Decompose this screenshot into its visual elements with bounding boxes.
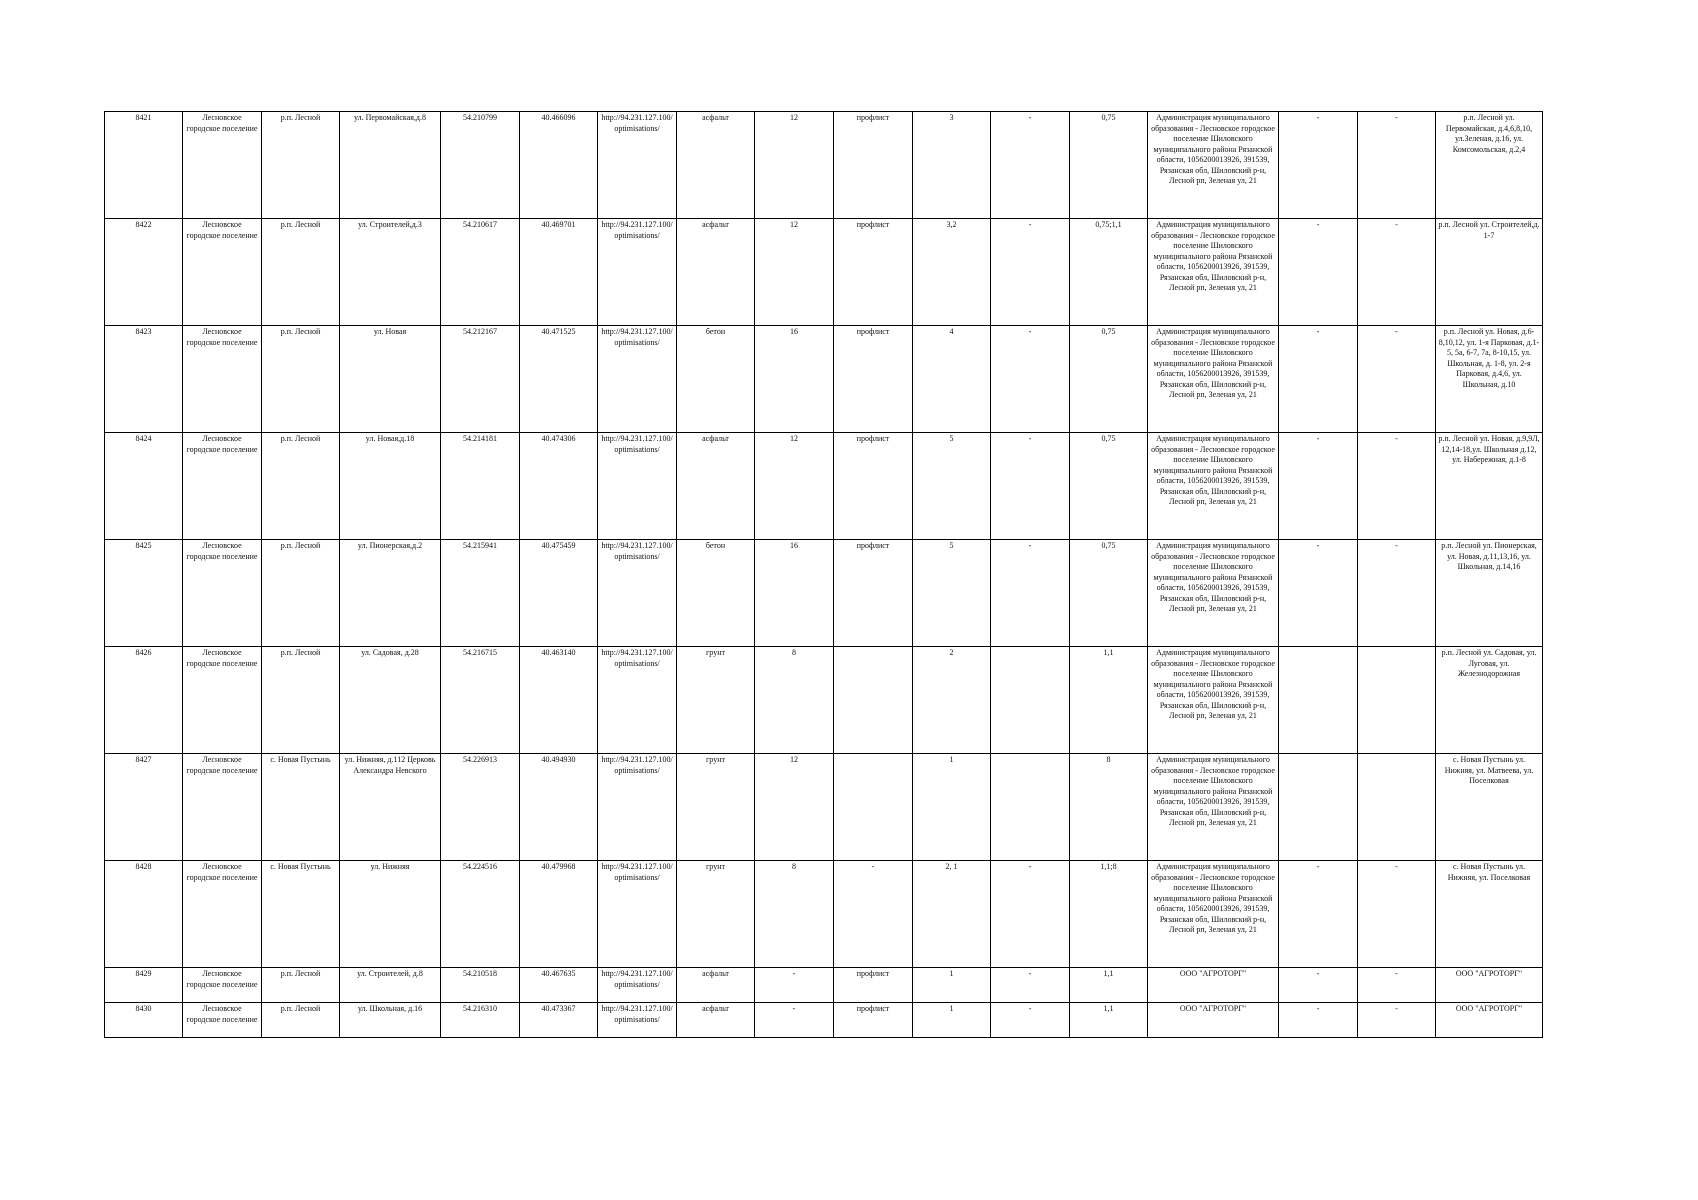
cell-owner: Администрация муниципального образования - Лесновское городское поселение Шиловского муниципального района Рязанской области, 1056200013926, 391539, Рязанская обл, Шиловский р-н, Лесной рп, Зеленая ул, 21 bbox=[1148, 433, 1279, 540]
cell-id: 8422 bbox=[105, 219, 183, 326]
cell-col15: - bbox=[1279, 219, 1358, 326]
cell-volume: 0,75 bbox=[1070, 540, 1148, 647]
cell-locality: р.п. Лесной bbox=[262, 1003, 340, 1038]
cell-bunkers: - bbox=[991, 326, 1070, 433]
table-row bbox=[105, 754, 1543, 861]
cell-bunkers bbox=[991, 754, 1070, 861]
cell-lat: 54.215941 bbox=[441, 540, 520, 647]
cell-bunkers: - bbox=[991, 968, 1070, 1003]
cell-col15: - bbox=[1279, 433, 1358, 540]
cell-col15 bbox=[1279, 647, 1358, 754]
cell-locality: р.п. Лесной bbox=[262, 326, 340, 433]
cell-url: http://94.231.127.100/optimisations/ bbox=[598, 540, 677, 647]
cell-surface: асфальт bbox=[677, 112, 755, 219]
cell-area: 12 bbox=[755, 112, 834, 219]
cell-volume: 8 bbox=[1070, 754, 1148, 861]
cell-locality: р.п. Лесной bbox=[262, 647, 340, 754]
cell-locality: с. Новая Пустынь bbox=[262, 861, 340, 968]
cell-col16: - bbox=[1358, 112, 1436, 219]
table-row bbox=[105, 540, 1543, 647]
cell-sources: р.п. Лесной ул. Первомайская, д.4,6,8,10, ул.Зеленая, д.16, ул. Комсомольская, д.2,4 bbox=[1436, 112, 1543, 219]
cell-url: http://94.231.127.100/optimisations/ bbox=[598, 1003, 677, 1038]
cell-col15: - bbox=[1279, 968, 1358, 1003]
cell-sources: с. Новая Пустынь ул. Нижняя, ул. Матвеева, ул. Поселковая bbox=[1436, 754, 1543, 861]
cell-fence: - bbox=[834, 861, 913, 968]
table-row bbox=[105, 647, 1543, 754]
cell-locality: с. Новая Пустынь bbox=[262, 754, 340, 861]
cell-col16: - bbox=[1358, 433, 1436, 540]
cell-volume: 1,1;8 bbox=[1070, 861, 1148, 968]
cell-sources: р.п. Лесной ул. Садовая, ул. Луговая, ул. Железнодорожная bbox=[1436, 647, 1543, 754]
cell-bunkers: - bbox=[991, 540, 1070, 647]
cell-area: 12 bbox=[755, 754, 834, 861]
cell-address: ул. Первомайская,д.8 bbox=[340, 112, 441, 219]
cell-fence: профлист bbox=[834, 433, 913, 540]
cell-owner: Администрация муниципального образования - Лесновское городское поселение Шиловского муниципального района Рязанской области, 1056200013926, 391539, Рязанская обл, Шиловский р-н, Лесной рп, Зеленая ул, 21 bbox=[1148, 112, 1279, 219]
cell-address: ул. Строителей,д.3 bbox=[340, 219, 441, 326]
cell-containers: 4 bbox=[913, 326, 991, 433]
cell-lon: 40.479968 bbox=[520, 861, 598, 968]
cell-id: 8423 bbox=[105, 326, 183, 433]
cell-bunkers: - bbox=[991, 219, 1070, 326]
cell-lat: 54.210518 bbox=[441, 968, 520, 1003]
cell-lon: 40.469701 bbox=[520, 219, 598, 326]
cell-owner: Администрация муниципального образования - Лесновское городское поселение Шиловского муниципального района Рязанской области, 1056200013926, 391539, Рязанская обл, Шиловский р-н, Лесной рп, Зеленая ул, 21 bbox=[1148, 326, 1279, 433]
cell-volume: 0,75 bbox=[1070, 326, 1148, 433]
cell-lat: 54.224516 bbox=[441, 861, 520, 968]
cell-fence bbox=[834, 647, 913, 754]
cell-containers: 1 bbox=[913, 1003, 991, 1038]
cell-owner: Администрация муниципального образования - Лесновское городское поселение Шиловского муниципального района Рязанской области, 1056200013926, 391539, Рязанская обл, Шиловский р-н, Лесной рп, Зеленая ул, 21 bbox=[1148, 754, 1279, 861]
cell-col16 bbox=[1358, 647, 1436, 754]
cell-fence: профлист bbox=[834, 968, 913, 1003]
table-row bbox=[105, 433, 1543, 540]
cell-settlement: Лесновское городское поселение bbox=[183, 219, 262, 326]
cell-surface: грунт bbox=[677, 861, 755, 968]
cell-settlement: Лесновское городское поселение bbox=[183, 433, 262, 540]
cell-lon: 40.467635 bbox=[520, 968, 598, 1003]
cell-lon: 40.473367 bbox=[520, 1003, 598, 1038]
table-row bbox=[105, 968, 1543, 1003]
cell-id: 8427 bbox=[105, 754, 183, 861]
cell-col15: - bbox=[1279, 112, 1358, 219]
cell-url: http://94.231.127.100/optimisations/ bbox=[598, 112, 677, 219]
cell-col15: - bbox=[1279, 326, 1358, 433]
cell-id: 8425 bbox=[105, 540, 183, 647]
cell-lon: 40.494930 bbox=[520, 754, 598, 861]
cell-area: 16 bbox=[755, 540, 834, 647]
cell-fence: профлист bbox=[834, 112, 913, 219]
cell-col16: - bbox=[1358, 1003, 1436, 1038]
cell-containers: 2, 1 bbox=[913, 861, 991, 968]
cell-surface: грунт bbox=[677, 754, 755, 861]
cell-surface: бетон bbox=[677, 540, 755, 647]
cell-lon: 40.466096 bbox=[520, 112, 598, 219]
cell-id: 8421 bbox=[105, 112, 183, 219]
cell-lon: 40.471525 bbox=[520, 326, 598, 433]
cell-address: ул. Садовая, д.28 bbox=[340, 647, 441, 754]
cell-lat: 54.226913 bbox=[441, 754, 520, 861]
cell-sources: с. Новая Пустынь ул. Нижняя, ул. Поселковая bbox=[1436, 861, 1543, 968]
cell-col15 bbox=[1279, 754, 1358, 861]
cell-area: 12 bbox=[755, 433, 834, 540]
cell-surface: асфальт bbox=[677, 219, 755, 326]
cell-containers: 3 bbox=[913, 112, 991, 219]
cell-address: ул. Новая bbox=[340, 326, 441, 433]
cell-url: http://94.231.127.100/optimisations/ bbox=[598, 968, 677, 1003]
cell-area: 12 bbox=[755, 219, 834, 326]
cell-url: http://94.231.127.100/optimisations/ bbox=[598, 433, 677, 540]
cell-col16 bbox=[1358, 754, 1436, 861]
cell-locality: р.п. Лесной bbox=[262, 433, 340, 540]
cell-locality: р.п. Лесной bbox=[262, 968, 340, 1003]
cell-surface: бетон bbox=[677, 326, 755, 433]
cell-fence: профлист bbox=[834, 219, 913, 326]
cell-id: 8426 bbox=[105, 647, 183, 754]
cell-containers: 1 bbox=[913, 968, 991, 1003]
cell-volume: 0,75 bbox=[1070, 112, 1148, 219]
cell-volume: 1,1 bbox=[1070, 1003, 1148, 1038]
cell-volume: 1,1 bbox=[1070, 647, 1148, 754]
cell-area: 8 bbox=[755, 861, 834, 968]
cell-owner: ООО "АГРОТОРГ" bbox=[1148, 968, 1279, 1003]
cell-locality: р.п. Лесной bbox=[262, 540, 340, 647]
cell-containers: 1 bbox=[913, 754, 991, 861]
cell-col15: - bbox=[1279, 861, 1358, 968]
cell-settlement: Лесновское городское поселение bbox=[183, 112, 262, 219]
table-row bbox=[105, 112, 1543, 219]
cell-containers: 5 bbox=[913, 540, 991, 647]
cell-lon: 40.474306 bbox=[520, 433, 598, 540]
cell-bunkers: - bbox=[991, 861, 1070, 968]
cell-lat: 54.210799 bbox=[441, 112, 520, 219]
cell-locality: р.п. Лесной bbox=[262, 219, 340, 326]
cell-sources: ООО "АГРОТОРГ" bbox=[1436, 1003, 1543, 1038]
cell-settlement: Лесновское городское поселение bbox=[183, 647, 262, 754]
cell-lat: 54.210617 bbox=[441, 219, 520, 326]
cell-id: 8428 bbox=[105, 861, 183, 968]
cell-sources: р.п. Лесной ул. Новая, д.6-8,10,12, ул. 1-я Парковая, д.1-5, 5а, 6-7, 7а, 8-10,15, ул. Школьная, д. 1-8, ул. 2-я Парковая, д.4,6, ул. Школьная, д.10 bbox=[1436, 326, 1543, 433]
cell-url: http://94.231.127.100/optimisations/ bbox=[598, 219, 677, 326]
cell-sources: р.п. Лесной ул. Новая, д.9,9Л, 12,14-18,ул. Школьная д.12, ул. Набережная, д.1-8 bbox=[1436, 433, 1543, 540]
cell-surface: асфальт bbox=[677, 968, 755, 1003]
cell-bunkers: - bbox=[991, 1003, 1070, 1038]
cell-col16: - bbox=[1358, 326, 1436, 433]
cell-bunkers bbox=[991, 647, 1070, 754]
cell-fence: профлист bbox=[834, 540, 913, 647]
cell-lon: 40.475459 bbox=[520, 540, 598, 647]
cell-area: 8 bbox=[755, 647, 834, 754]
cell-area: - bbox=[755, 1003, 834, 1038]
cell-url: http://94.231.127.100/optimisations/ bbox=[598, 647, 677, 754]
cell-fence bbox=[834, 754, 913, 861]
cell-address: ул. Пионерская,д.2 bbox=[340, 540, 441, 647]
cell-address: ул. Новая,д.18 bbox=[340, 433, 441, 540]
cell-area: - bbox=[755, 968, 834, 1003]
cell-volume: 0,75;1,1 bbox=[1070, 219, 1148, 326]
cell-col15: - bbox=[1279, 1003, 1358, 1038]
cell-id: 8429 bbox=[105, 968, 183, 1003]
cell-owner: Администрация муниципального образования - Лесновское городское поселение Шиловского муниципального района Рязанской области, 1056200013926, 391539, Рязанская обл, Шиловский р-н, Лесной рп, Зеленая ул, 21 bbox=[1148, 540, 1279, 647]
cell-containers: 3,2 bbox=[913, 219, 991, 326]
cell-address: ул. Нижняя, д.112 Церковь Александра Невского bbox=[340, 754, 441, 861]
table-row bbox=[105, 219, 1543, 326]
cell-lat: 54.212167 bbox=[441, 326, 520, 433]
cell-owner: ООО "АГРОТОРГ" bbox=[1148, 1003, 1279, 1038]
table-row bbox=[105, 1003, 1543, 1038]
cell-address: ул. Нижняя bbox=[340, 861, 441, 968]
cell-settlement: Лесновское городское поселение bbox=[183, 326, 262, 433]
cell-sources: р.п. Лесной ул. Пионерская, ул. Новая, д.11,13,16, ул. Школьная, д.14,16 bbox=[1436, 540, 1543, 647]
cell-lat: 54.214181 bbox=[441, 433, 520, 540]
cell-url: http://94.231.127.100/optimisations/ bbox=[598, 326, 677, 433]
cell-area: 16 bbox=[755, 326, 834, 433]
cell-bunkers: - bbox=[991, 112, 1070, 219]
cell-surface: асфальт bbox=[677, 1003, 755, 1038]
table-row bbox=[105, 326, 1543, 433]
cell-settlement: Лесновское городское поселение bbox=[183, 1003, 262, 1038]
cell-fence: профлист bbox=[834, 1003, 913, 1038]
cell-col16: - bbox=[1358, 219, 1436, 326]
cell-surface: грунт bbox=[677, 647, 755, 754]
cell-owner: Администрация муниципального образования - Лесновское городское поселение Шиловского муниципального района Рязанской области, 1056200013926, 391539, Рязанская обл, Шиловский р-н, Лесной рп, Зеленая ул, 21 bbox=[1148, 647, 1279, 754]
cell-lat: 54.216715 bbox=[441, 647, 520, 754]
cell-lat: 54.216310 bbox=[441, 1003, 520, 1038]
cell-url: http://94.231.127.100/optimisations/ bbox=[598, 754, 677, 861]
cell-owner: Администрация муниципального образования - Лесновское городское поселение Шиловского муниципального района Рязанской области, 1056200013926, 391539, Рязанская обл, Шиловский р-н, Лесной рп, Зеленая ул, 21 bbox=[1148, 219, 1279, 326]
cell-sources: ООО "АГРОТОРГ" bbox=[1436, 968, 1543, 1003]
cell-owner: Администрация муниципального образования - Лесновское городское поселение Шиловского муниципального района Рязанской области, 1056200013926, 391539, Рязанская обл, Шиловский р-н, Лесной рп, Зеленая ул, 21 bbox=[1148, 861, 1279, 968]
cell-containers: 5 bbox=[913, 433, 991, 540]
cell-surface: асфальт bbox=[677, 433, 755, 540]
cell-volume: 1,1 bbox=[1070, 968, 1148, 1003]
cell-settlement: Лесновское городское поселение bbox=[183, 861, 262, 968]
cell-settlement: Лесновское городское поселение bbox=[183, 968, 262, 1003]
cell-bunkers: - bbox=[991, 433, 1070, 540]
cell-col16: - bbox=[1358, 540, 1436, 647]
cell-fence: профлист bbox=[834, 326, 913, 433]
cell-address: ул. Школьная, д.16 bbox=[340, 1003, 441, 1038]
cell-id: 8430 bbox=[105, 1003, 183, 1038]
cell-address: ул. Строителей, д.8 bbox=[340, 968, 441, 1003]
registry-table bbox=[104, 111, 1543, 1038]
cell-url: http://94.231.127.100/optimisations/ bbox=[598, 861, 677, 968]
cell-settlement: Лесновское городское поселение bbox=[183, 754, 262, 861]
cell-id: 8424 bbox=[105, 433, 183, 540]
cell-locality: р.п. Лесной bbox=[262, 112, 340, 219]
table-row bbox=[105, 861, 1543, 968]
cell-col16: - bbox=[1358, 968, 1436, 1003]
cell-col15: - bbox=[1279, 540, 1358, 647]
cell-col16: - bbox=[1358, 861, 1436, 968]
cell-containers: 2 bbox=[913, 647, 991, 754]
cell-settlement: Лесновское городское поселение bbox=[183, 540, 262, 647]
cell-volume: 0,75 bbox=[1070, 433, 1148, 540]
cell-lon: 40.463140 bbox=[520, 647, 598, 754]
cell-sources: р.п. Лесной ул. Строителей,д. 1-7 bbox=[1436, 219, 1543, 326]
